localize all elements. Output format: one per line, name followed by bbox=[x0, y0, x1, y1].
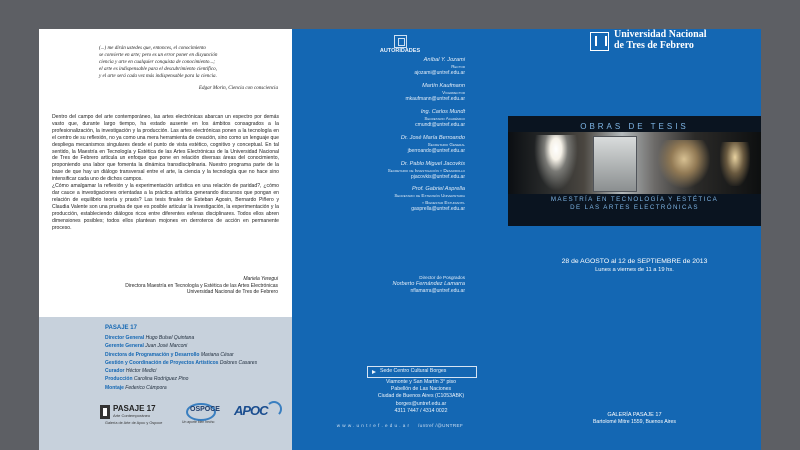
epigraph-quote bbox=[99, 45, 279, 80]
sede-email: borges@untref.edu.ar bbox=[395, 400, 447, 407]
artwork-photo bbox=[593, 136, 637, 192]
authority-name: Dr. Pablo Miguel Jacovkis bbox=[400, 160, 465, 167]
authority-role: Secretario Académico bbox=[424, 115, 465, 121]
authority-name: Aníbal Y. Jozami bbox=[423, 57, 465, 63]
authority-role: Secretario de Extensión Universitaria bbox=[394, 193, 465, 199]
authority-name: Martín Kaufmann bbox=[422, 82, 465, 89]
ospoce-logo-caption: Un aporte bien hecho bbox=[182, 420, 215, 424]
authority-email: cmundt@untref.edu.ar bbox=[415, 122, 465, 129]
credit-person: Carolina Rodríguez Pino bbox=[133, 376, 189, 383]
banner-title: OBRAS DE TESIS bbox=[580, 122, 689, 131]
website-link[interactable]: www.untref.edu.ar bbox=[336, 423, 412, 428]
authority-entry bbox=[292, 109, 465, 129]
authority-name: Prof. Gabriel Asprella bbox=[412, 186, 465, 193]
sponsor-logos bbox=[97, 399, 287, 429]
authority-entry bbox=[292, 161, 465, 181]
credit-item bbox=[105, 351, 285, 359]
banner-subtitle-line: MAESTRÍA EN TECNOLOGÍA Y ESTÉTICA bbox=[550, 196, 719, 203]
credit-item bbox=[105, 375, 285, 383]
sede-button-label: Sede Centro Cultural Borges bbox=[380, 368, 447, 374]
intro-paragraph: Dentro del campo del arte contemporáneo, las artes electrónicas abarcan un espectro por demás vasto que, durante largo tiempo, ha estado ausente en los ámbitos consagrados a la profesionalización, la investigación y la producción. Las artes electrónicas ponen a la tecnología en el centro de su reflexión, no ya como una mera herramienta de creación, sino como un lenguaje que despliega mecanismos singulares desde el punto de vista estético, cognitivo y conceptual. En tal sentido, la Maestría en Tecnología y Estética de las Artes Electrónicas de la Universidad Nacional de Tres de Febrero articula un enfoque que pone en relación diversas áreas del conocimiento, proponiendo una labor que fomenta la dinámica transdisciplinaria. Nuestro programa parte de la base de que hay un diálogo transversal entre el arte, la ciencia y la tecnología que no hace sino intensificar cada uno de dichos campos. bbox=[52, 114, 279, 183]
apoc-arc-icon bbox=[266, 401, 282, 417]
footer-links bbox=[292, 423, 508, 428]
credit-item bbox=[105, 359, 285, 367]
credit-person: Juan José Marconi bbox=[145, 343, 188, 350]
credit-person: Mariana César bbox=[200, 351, 234, 358]
authority-name: Dr. José María Berroando bbox=[400, 134, 465, 141]
artwork-photo bbox=[658, 140, 710, 188]
university-name-line: de Tres de Febrero bbox=[614, 39, 694, 51]
untref-logo-icon bbox=[590, 32, 609, 51]
exhibition-dates bbox=[508, 257, 761, 274]
credit-role: Directora de Programación y Desarrollo bbox=[105, 351, 200, 358]
signature-role: Directora Maestría en Tecnología y Estética de las Artes Electrónicas bbox=[125, 282, 278, 289]
gallery-name: GALERÍA PASAJE 17 bbox=[607, 412, 662, 418]
intro-paragraph: ¿Cómo amalgamar la reflexión y la experimentación artística en una relación de paridad?, ¿cómo dar cauce a investigaciones orientadas a la práctica artística generando discursos que pongan en relación de equilibrio teoría y praxis? Las tesis finales de Esteban Agosin, Bernardo Piñero y Claudia Valente son una prueba de que es posible articular la investigación, la experimentación y la producción, estableciendo diálogos ricos entre diferentes esferas disciplinares. Todos ellos abren dimensiones posibles; todos ellos plantean mojones en derroteros de acción en permanente proceso. bbox=[52, 183, 279, 231]
sede-phone: 4311 7447 / 4314 0022 bbox=[394, 407, 448, 414]
pasaje17-logo bbox=[97, 399, 167, 429]
artworks-photo-strip bbox=[508, 132, 761, 194]
authority-email: pjacovkis@untref.edu.ar bbox=[411, 173, 465, 180]
apoc-logo-text: APOC bbox=[234, 403, 268, 418]
untref-small-logo-icon bbox=[394, 35, 407, 48]
authority-email: jberroando@untref.edu.ar bbox=[407, 147, 465, 154]
authorities-title: AUTORIDADES bbox=[379, 48, 421, 54]
authority-role: Rector bbox=[451, 64, 465, 69]
apoc-logo bbox=[232, 401, 282, 427]
credit-person: Federico Cámpora bbox=[125, 384, 167, 391]
ospoce-logo bbox=[182, 403, 222, 427]
intro-text bbox=[52, 114, 279, 231]
quote-line: se convierte en arte; pero es un error poner en disyunción bbox=[99, 52, 218, 58]
authority-email: mkaufmann@untref.edu.ar bbox=[405, 96, 465, 103]
cover-panel bbox=[508, 29, 761, 450]
signature-institution: Universidad Nacional de Tres de Febrero bbox=[186, 289, 278, 295]
date-range: 28 de AGOSTO al 12 de SEPTIEMBRE de 2013 bbox=[561, 258, 708, 265]
signature-name: Mariela Yeregui bbox=[243, 276, 278, 282]
university-name bbox=[614, 30, 707, 51]
authorities-list bbox=[292, 57, 465, 219]
opening-hours: Lunes a viernes de 11 a 19 hs. bbox=[595, 267, 674, 273]
postgraduate-director bbox=[292, 275, 465, 295]
authority-name: Ing. Carlos Mundt bbox=[420, 108, 465, 115]
quote-author: Edgar Morin, Ciencia con consciencia bbox=[198, 85, 278, 91]
sede-address bbox=[367, 379, 475, 415]
authority-role: y Bienestar Estudiantil bbox=[422, 199, 465, 205]
gallery-info bbox=[508, 412, 761, 426]
brochure bbox=[39, 29, 761, 450]
authority-entry bbox=[292, 83, 465, 103]
artwork-photo bbox=[534, 135, 578, 191]
social-links[interactable]: /untref /@UNTREF bbox=[417, 423, 464, 428]
left-panel bbox=[39, 29, 292, 450]
banner-subtitle-line: DE LAS ARTES ELECTRÓNICAS bbox=[570, 204, 699, 211]
sede-button[interactable] bbox=[367, 366, 477, 378]
authority-role: Vicerrector bbox=[442, 89, 465, 95]
sede-address-line: Pabellón de Las Naciones bbox=[390, 386, 452, 393]
sede-address-line: Viamonte y San Martín 3° piso bbox=[385, 379, 457, 385]
authority-entry bbox=[292, 135, 465, 155]
credit-role: Director General bbox=[105, 335, 145, 341]
authority-entry bbox=[292, 186, 465, 212]
authority-role: Secretario General bbox=[427, 141, 465, 147]
quote-line: el arte es indispensable para el descubrimiento científico, bbox=[99, 66, 217, 72]
exhibition-banner bbox=[508, 116, 761, 226]
authority-email: ajozami@untref.edu.ar bbox=[414, 70, 465, 77]
sede-address-line: Ciudad de Buenos Aires (C1053ABK) bbox=[377, 393, 465, 400]
credit-role: Gestión y Coordinación de Proyectos Artísticos bbox=[105, 359, 219, 366]
credit-item bbox=[105, 342, 285, 350]
credit-role: Producción bbox=[105, 376, 133, 383]
quote-line: ciencia y arte en cualquier conquista de conocimiento...; bbox=[99, 59, 215, 65]
credit-role: Montaje bbox=[105, 384, 124, 391]
ospoce-logo-text: OSPOCE bbox=[190, 406, 220, 413]
artwork-photo bbox=[720, 142, 750, 186]
pasaje17-logo-title: PASAJE 17 bbox=[113, 404, 156, 413]
credit-item bbox=[105, 334, 285, 342]
pasaje17-logo-subtitle: Arte Contemporáneo bbox=[113, 413, 151, 418]
authority-email: gasprella@untref.edu.ar bbox=[411, 206, 465, 213]
pasaje17-logo-caption: Galería de Arte de Apoc y Ospoce bbox=[105, 421, 163, 425]
quote-line: y el arte será cada vez más indispensable para la ciencia. bbox=[99, 73, 217, 79]
gallery-address: Bartolomé Mitre 1559, Buenos Aires bbox=[592, 419, 677, 425]
pasaje-title: PASAJE 17 bbox=[105, 325, 137, 331]
middle-panel bbox=[292, 29, 508, 450]
banner-subtitle bbox=[508, 196, 761, 212]
credit-item bbox=[105, 367, 285, 375]
credits-list bbox=[105, 334, 285, 392]
authority-role: Secretario de Investigación y Desarrollo bbox=[387, 167, 465, 173]
postgraduate-role: Director de Posgrados bbox=[419, 275, 465, 280]
signature bbox=[78, 276, 278, 296]
university-name-line: Universidad Nacional bbox=[614, 29, 707, 40]
postgraduate-email: nflamarra@untref.edu.ar bbox=[410, 288, 465, 294]
credit-role: Curador bbox=[105, 368, 125, 375]
credit-person: Dolores Casares bbox=[219, 359, 258, 366]
credit-person: Hugo Bulsel Quintana bbox=[145, 335, 195, 341]
pasaje-credits-box bbox=[39, 317, 292, 450]
quote-line: (...) me dirán ustedes que, entonces, el conocimiento bbox=[99, 45, 206, 51]
credit-person: Héctor Medici bbox=[125, 368, 157, 375]
credit-item bbox=[105, 384, 285, 392]
pasaje17-mark-icon bbox=[100, 405, 110, 419]
credit-role: Gerente General bbox=[105, 343, 144, 350]
postgraduate-name: Norberto Fernández Lamarra bbox=[392, 281, 465, 287]
authority-entry bbox=[292, 57, 465, 77]
